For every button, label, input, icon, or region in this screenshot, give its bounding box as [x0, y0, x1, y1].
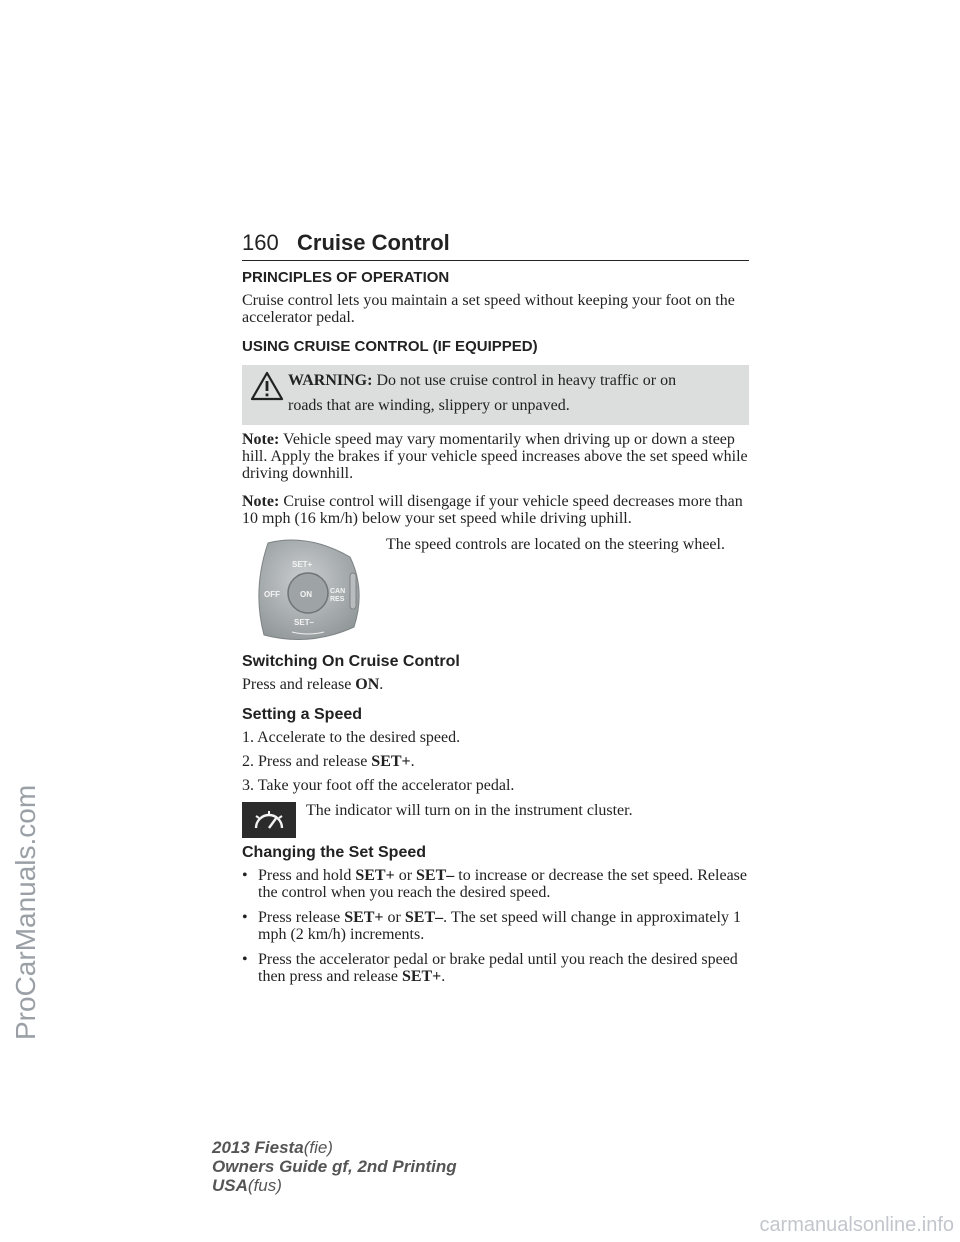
indicator-row	[242, 800, 749, 842]
warning-line1: Do not use cruise control in heavy traffic or on	[376, 372, 677, 389]
warning-box	[242, 365, 749, 425]
steering-wheel-controls-image	[250, 535, 366, 645]
bullet-2-bold-b: SET–	[404, 909, 444, 926]
chapter-title: Cruise Control	[297, 230, 450, 255]
cruise-indicator-icon	[242, 802, 296, 838]
note-2-text: Cruise control will disengage if your vehicle speed decreases more than 10 mph (16 km/h) below your set speed while driving uphill.	[242, 493, 743, 527]
heading-setting-speed: Setting a Speed	[242, 706, 363, 723]
bottom-watermark: carmanualsonline.info	[759, 1214, 954, 1236]
bullet-2-text-a: Press release	[258, 909, 341, 926]
step-1: 1. Accelerate to the desired speed.	[242, 729, 461, 746]
page-content	[242, 268, 749, 993]
heading-principles: PRINCIPLES OF OPERATION	[242, 269, 450, 286]
bullet-1-bold-a: SET+	[355, 867, 395, 884]
bullet-item	[242, 951, 749, 985]
footer-region-code: (fus)	[247, 1176, 282, 1195]
footer-line-3	[212, 1176, 457, 1195]
switching-on-suffix: .	[379, 676, 384, 693]
bullet-dot: •	[242, 909, 248, 926]
footer-line-2: Owners Guide gf, 2nd Printing	[212, 1157, 457, 1176]
footer-model: 2013 Fiesta	[212, 1138, 304, 1157]
bullet-3-text-a: Press the accelerator pedal or brake pedal until you reach the desired speed then press and release	[258, 951, 738, 985]
control-set-plus-label: SET+	[292, 560, 313, 569]
bullet-1-bold-b: SET–	[416, 867, 455, 884]
note-2	[242, 493, 749, 527]
side-watermark: ProCarManuals.com	[10, 784, 41, 1040]
step-2	[242, 753, 749, 770]
note-2-label: Note:	[242, 493, 280, 510]
heading-changing-speed: Changing the Set Speed	[242, 844, 427, 861]
switching-on-prefix: Press and release	[242, 676, 352, 693]
note-1-label: Note:	[242, 431, 280, 448]
bullet-dot: •	[242, 951, 248, 968]
warning-label: WARNING:	[288, 372, 373, 389]
controls-location-text: The speed controls are located on the steering wheel.	[386, 536, 725, 553]
bullet-dot: •	[242, 867, 248, 884]
bullet-2-text-b: or	[387, 909, 401, 926]
bullet-1-text-c: to increase or decrease the set speed. Release the control when you reach the desired speed.	[258, 867, 748, 901]
bullet-2-text-c: . The set speed will change in approximately 1 mph (2 km/h) increments.	[258, 909, 741, 943]
switching-on-text	[242, 676, 749, 693]
footer-region: USA	[212, 1176, 248, 1195]
note-1	[242, 431, 749, 482]
principles-text: Cruise control lets you maintain a set speed without keeping your foot on the accelerator pedal.	[242, 292, 735, 326]
footer-line-1	[212, 1138, 457, 1157]
control-set-minus-label: SET–	[294, 618, 315, 627]
step-2-bold: SET+	[371, 753, 411, 770]
page-footer	[212, 1138, 457, 1195]
warning-triangle-icon	[250, 371, 284, 401]
bullet-3-text-b: .	[441, 968, 446, 985]
page-header	[242, 230, 749, 261]
bullet-2-bold-a: SET+	[344, 909, 384, 926]
bullet-3-bold: SET+	[401, 968, 442, 985]
heading-using-cruise: USING CRUISE CONTROL (IF EQUIPPED)	[242, 338, 538, 355]
heading-switching-on: Switching On Cruise Control	[242, 653, 460, 670]
page-number: 160	[242, 230, 279, 255]
step-2-suffix: .	[410, 753, 415, 770]
warning-line2: roads that are winding, slippery or unpaved.	[288, 397, 570, 414]
controls-figure-row	[242, 535, 749, 651]
indicator-text: The indicator will turn on in the instrument cluster.	[306, 802, 633, 819]
switching-on-bold: ON	[355, 676, 380, 693]
footer-model-code: (fie)	[303, 1138, 333, 1157]
control-res-label: RES	[330, 596, 345, 603]
bullet-1-text-b: or	[398, 867, 413, 884]
warning-text	[288, 368, 748, 418]
bullet-1-text-a: Press and hold	[258, 867, 352, 884]
note-1-text: Vehicle speed may vary momentarily when driving up or down a steep hill. Apply the brakes if your vehicle speed increases above the set speed while driving downhill.	[242, 431, 748, 482]
control-can-label: CAN	[330, 588, 346, 595]
step-2-prefix: 2. Press and release	[242, 753, 368, 770]
bullet-item	[242, 867, 749, 901]
bullet-item	[242, 909, 749, 943]
step-3: 3. Take your foot off the accelerator pedal.	[242, 777, 515, 794]
control-on-label: ON	[300, 590, 312, 599]
control-off-label: OFF	[264, 590, 280, 599]
